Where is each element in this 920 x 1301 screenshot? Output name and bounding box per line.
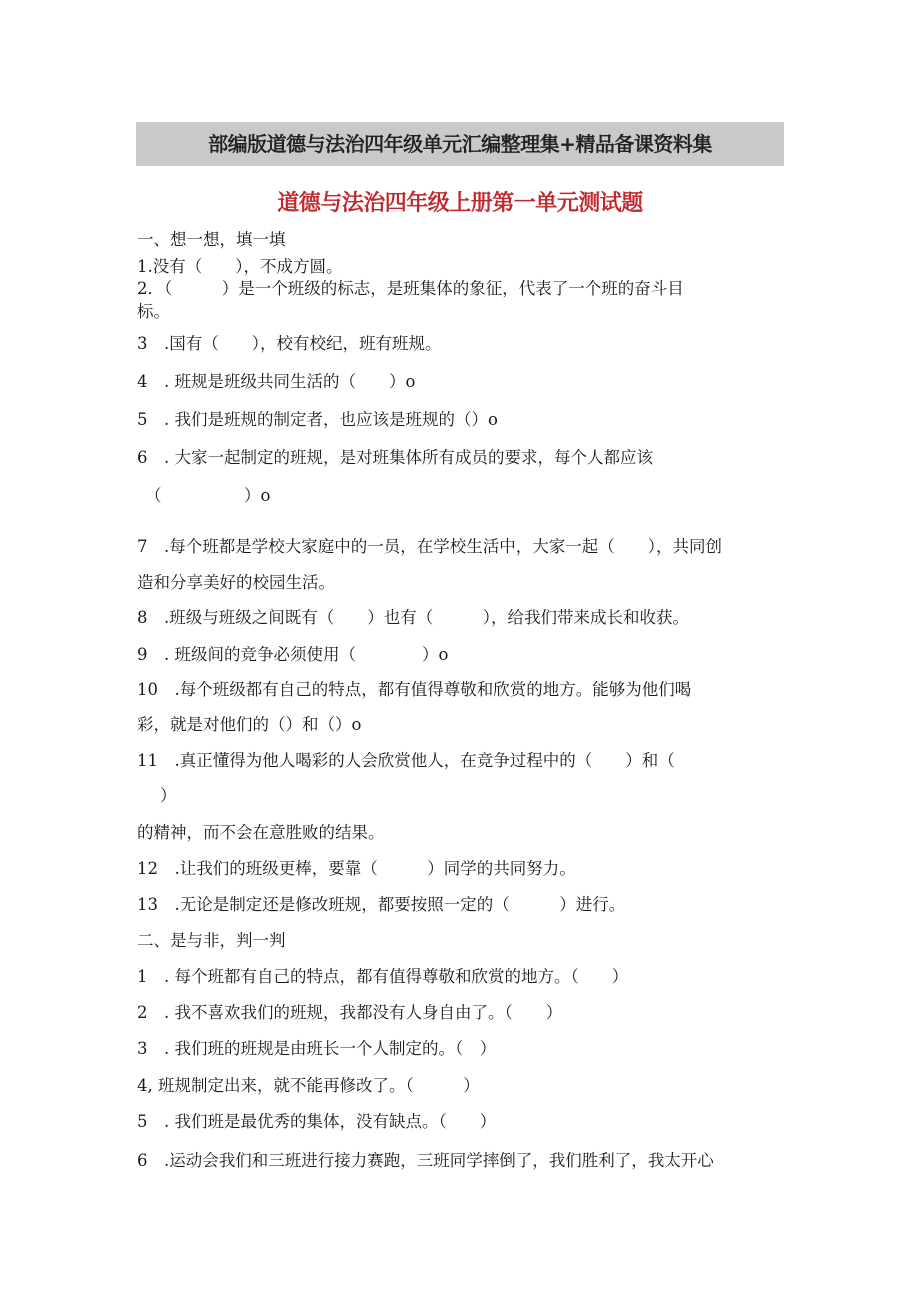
- question-line: 9 . 班级间的竞争必须使用（ ）o: [137, 645, 449, 664]
- question-line: 7 .每个班都是学校大家庭中的一员，在学校生活中，大家一起（ ），共同创: [137, 537, 722, 556]
- section-heading: 二、是与非，判一判: [137, 931, 286, 950]
- question-line: 2 . 我不喜欢我们的班规，我都没有人身自由了。（ ）: [137, 1003, 563, 1022]
- banner-title: 部编版道德与法治四年级单元汇编整理集+精品备课资料集: [136, 122, 784, 166]
- question-line: 标。: [137, 302, 170, 321]
- page-title: 道德与法治四年级上册第一单元测试题: [277, 191, 643, 216]
- question-line: 5 . 我们是班规的制定者，也应该是班规的（）o: [137, 410, 498, 429]
- question-line: 11 .真正懂得为他人喝彩的人会欣赏他人，在竞争过程中的（ ）和（: [137, 751, 675, 770]
- question-line: 造和分享美好的校园生活。: [137, 573, 335, 592]
- question-line: 12 .让我们的班级更棒，要靠（ ）同学的共同努力。: [137, 859, 576, 878]
- question-line: 10 .每个班级都有自己的特点，都有值得尊敬和欣赏的地方。能够为他们喝: [137, 680, 692, 699]
- question-line: 6 .运动会我们和三班进行接力赛跑，三班同学摔倒了，我们胜利了，我太开心: [137, 1151, 714, 1170]
- question-line: 13 .无论是制定还是修改班规，都要按照一定的（ ）进行。: [137, 895, 626, 914]
- question-line: 1 . 每个班都有自己的特点，都有值得尊敬和欣赏的地方。（ ）: [137, 967, 629, 986]
- question-line: 3 . 我们班的班规是由班长一个人制定的。（ ）: [137, 1039, 497, 1058]
- question-line: 5 . 我们班是最优秀的集体，没有缺点。（ ）: [137, 1112, 497, 1131]
- question-line: 2．（ ）是一个班级的标志，是班集体的象征，代表了一个班的奋斗目: [137, 279, 684, 298]
- question-line: 4 . 班规是班级共同生活的（ ）o: [137, 372, 416, 391]
- question-line: ）: [160, 786, 177, 805]
- question-line: 4, 班规制定出来，就不能再修改了。（ ）: [137, 1076, 480, 1095]
- question-line: 6 . 大家一起制定的班规，是对班集体所有成员的要求，每个人都应该: [137, 448, 653, 467]
- question-line: 1.没有（ ），不成方圆。: [137, 257, 343, 276]
- question-line: （ ）o: [145, 486, 271, 505]
- question-line: 彩，就是对他们的（）和（）o: [137, 715, 362, 734]
- question-line: 8 .班级与班级之间既有（ ）也有（ ），给我们带来成长和收获。: [137, 608, 689, 627]
- section-heading: 一、想一想，填一填: [137, 230, 286, 249]
- question-line: 的精神，而不会在意胜败的结果。: [137, 823, 385, 842]
- question-line: 3 .国有（ ），校有校纪，班有班规。: [137, 334, 442, 353]
